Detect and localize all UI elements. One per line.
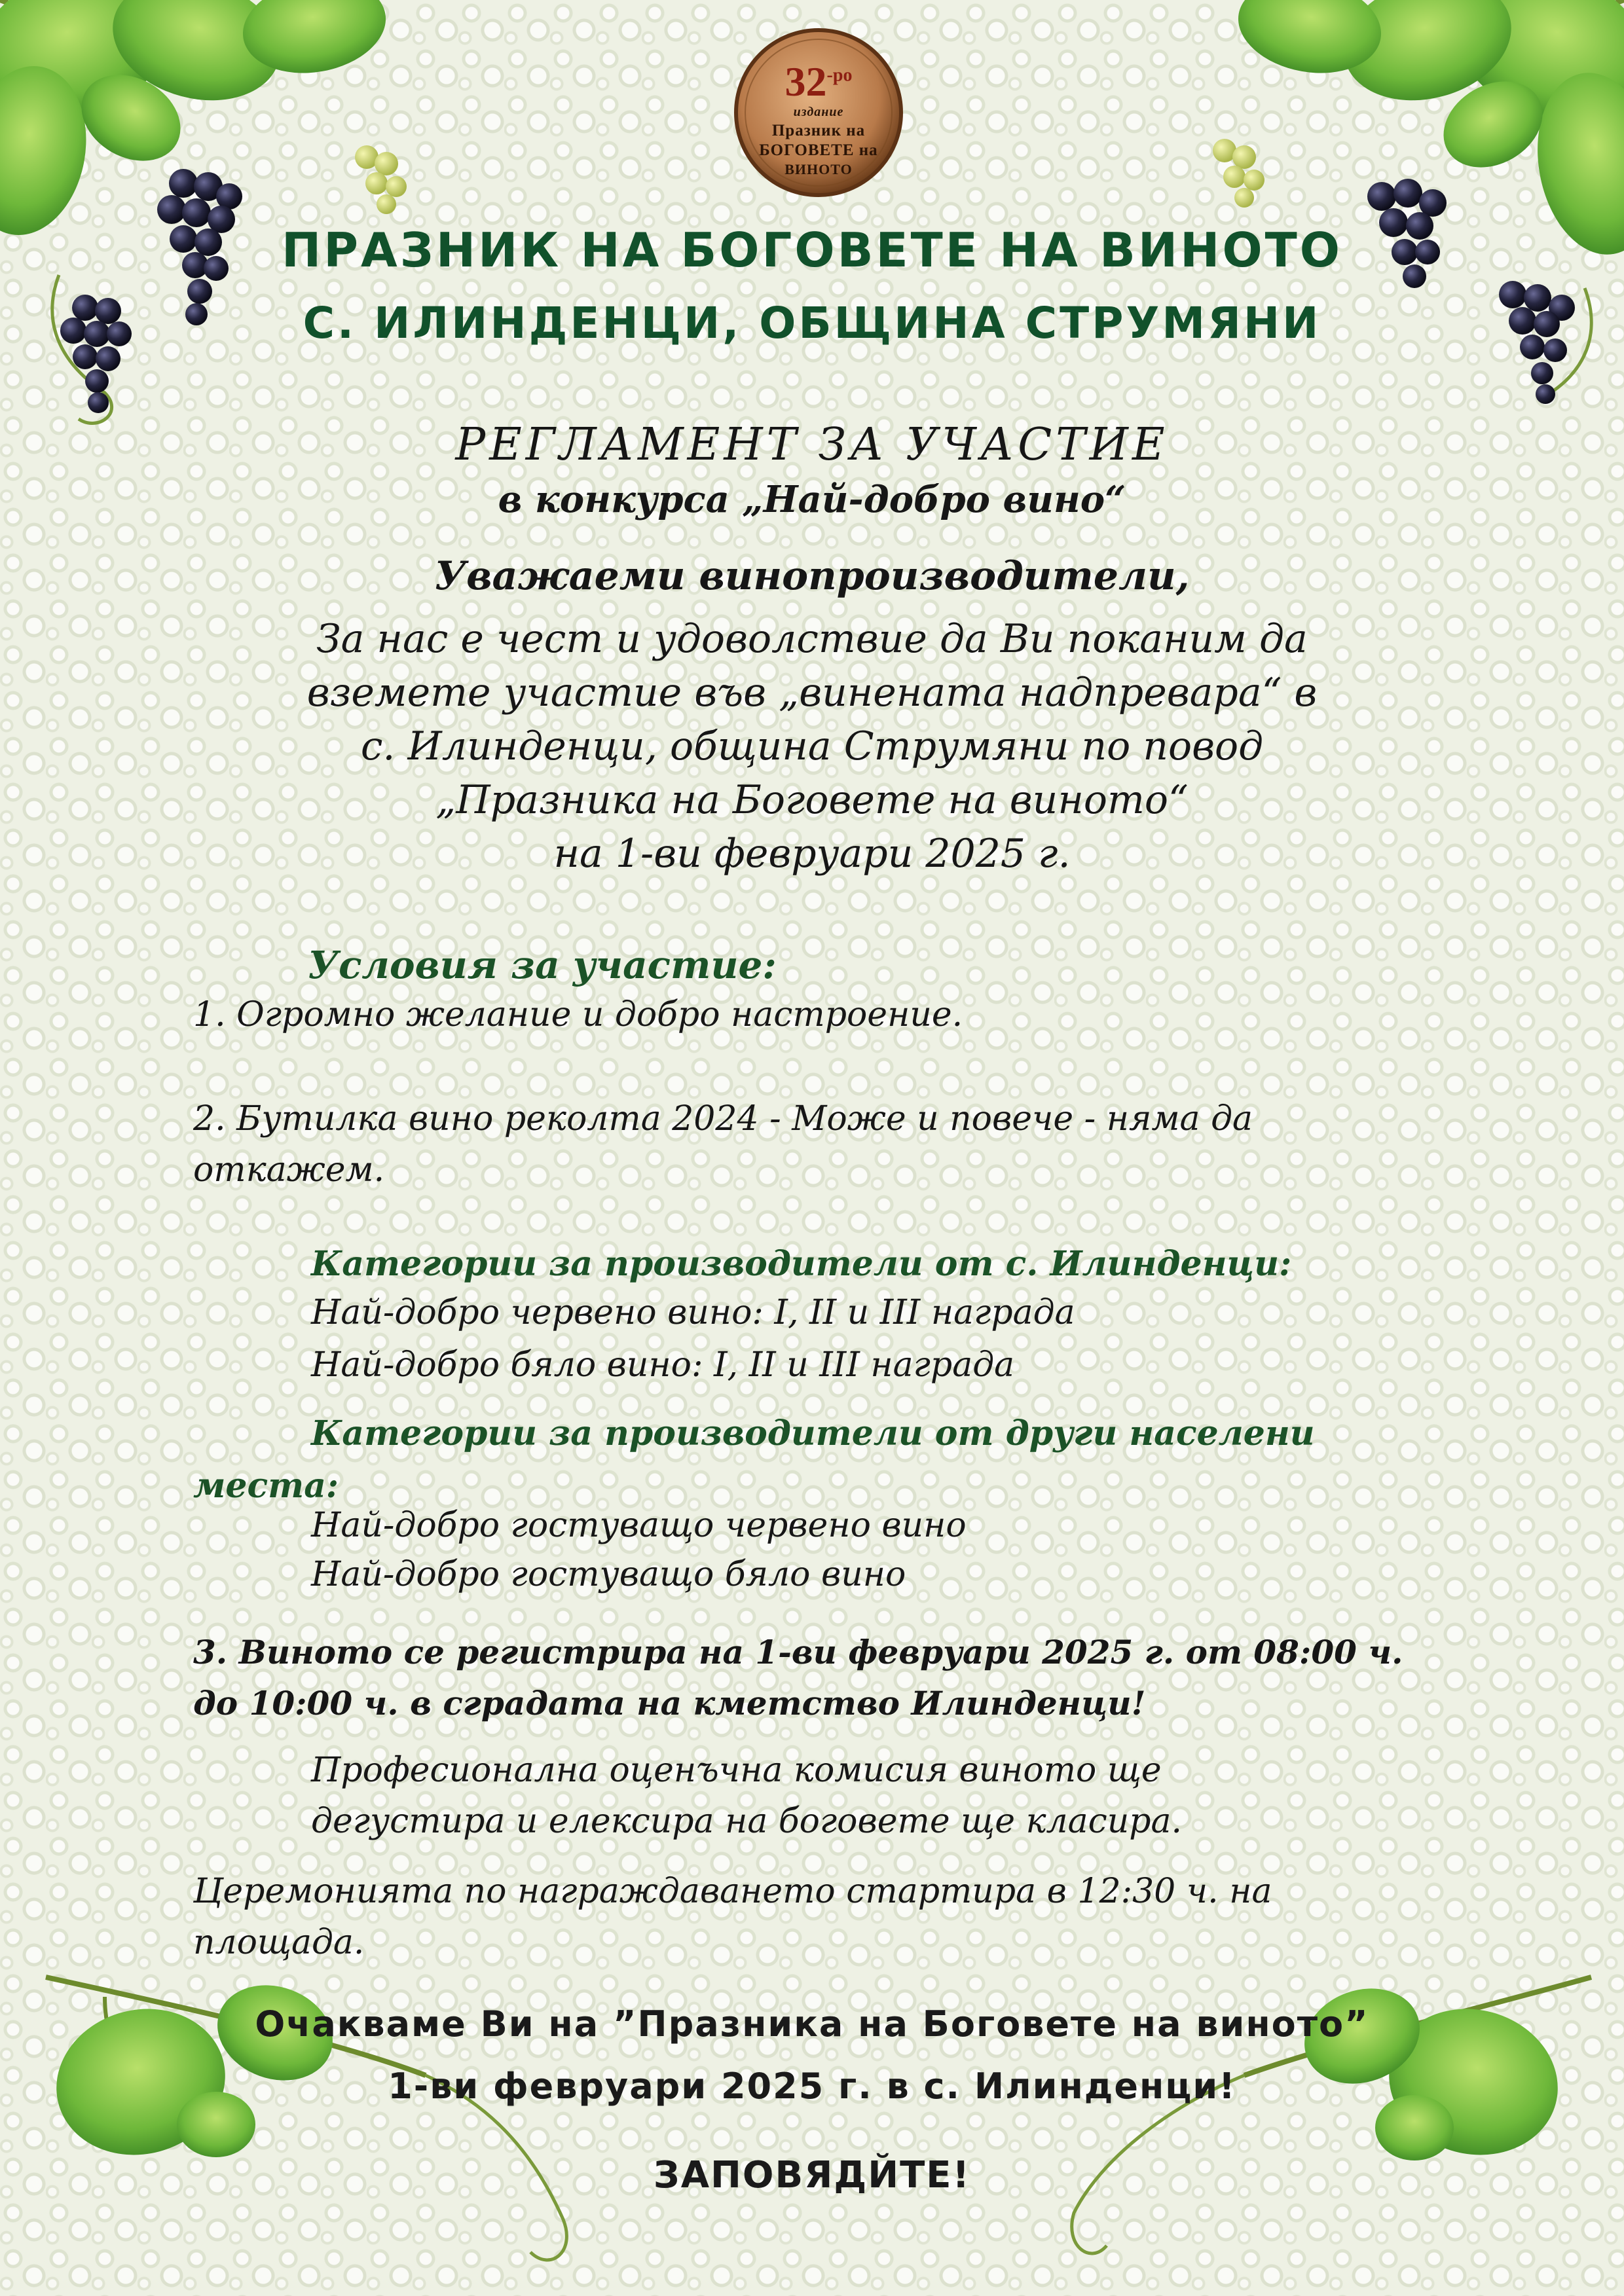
badge-line-2: Празник на (771, 122, 866, 139)
jury-line-2: дегустира и елексира на боговете ще класира. (311, 1802, 1183, 1841)
regulation-subheading: в конкурса „Най-добро вино“ (498, 478, 1126, 521)
footer-welcome: ЗАПОВЯДЙТЕ! (653, 2154, 971, 2196)
condition-item-2-line-1: 2. Бутилка вино реколта 2024 - Може и повече - няма да (193, 1099, 1253, 1139)
badge-line-4: ВИНОТО (784, 161, 853, 177)
ceremony-line-2: площада. (193, 1923, 365, 1962)
intro-line-3: с. Илинденци, община Струмяни по повод (360, 723, 1264, 769)
intro-line-4: „Празника на Боговете на виното“ (435, 777, 1189, 823)
intro-text (0, 612, 1624, 881)
conditions-heading: Условия за участие: (308, 943, 777, 987)
regulation-heading: РЕГЛАМЕНТ ЗА УЧАСТИЕ (455, 419, 1169, 471)
other-categories-heading (193, 1408, 1315, 1512)
footer-date: 1-ви февруари 2025 г. в с. Илинденци! (388, 2066, 1236, 2107)
ceremony-line-1: Церемонията по награждаването стартира в 12:30 ч. на (193, 1872, 1272, 1911)
condition-item-2-line-2: откажем. (193, 1150, 385, 1190)
badge-number: $32^{-ро}$ (784, 58, 853, 105)
condition-item-2 (193, 1093, 1253, 1195)
greeting: Уважаеми винопроизводители, (434, 553, 1190, 599)
footer-invitation: Очакваме Ви на ”Празника на Боговете на виното” (255, 2003, 1369, 2045)
intro-line-2: вземете участие във „винената надпревара“ в (306, 670, 1318, 716)
ceremony-notice (193, 1866, 1272, 1968)
edition-badge-label (737, 34, 900, 198)
local-category-white: Най-добро бяло вино: I, II и III награда (311, 1345, 1015, 1385)
badge-line-3: БОГОВЕТЕ на (759, 141, 878, 159)
registration-notice (193, 1627, 1403, 1729)
badge-line-1: издание (793, 105, 844, 119)
other-category-red: Най-добро гостуващо червено вино (311, 1506, 967, 1545)
condition-item-1: 1. Огромно желание и добро настроение. (193, 995, 963, 1034)
registration-line-1: 3. Виното се регистрира на 1-ви февруари 2025 г. от 08:00 ч. (193, 1633, 1403, 1671)
intro-line-5: на 1-ви февруари 2025 г. (553, 831, 1071, 877)
jury-line-1: Професионална оценъчна комисия виното ще (311, 1751, 1162, 1790)
other-categories-heading-line-1: Категории за производители от други населени (311, 1413, 1315, 1453)
page-subtitle: С. ИЛИНДЕНЦИ, ОБЩИНА СТРУМЯНИ (303, 298, 1321, 348)
other-category-white: Най-добро гостуващо бяло вино (311, 1555, 906, 1594)
local-categories-heading: Категории за производители от с. Илинденци: (311, 1244, 1292, 1284)
registration-line-2: до 10:00 ч. в сградата на кметство Илинденци! (193, 1684, 1146, 1722)
intro-line-1: За нас е чест и удоволствие да Ви поканим да (316, 616, 1308, 662)
jury-notice (311, 1745, 1182, 1847)
other-categories-heading-line-2: места: (193, 1466, 339, 1506)
badge-suffix: -ро (826, 65, 853, 86)
page-title: ПРАЗНИК НА БОГОВЕТЕ НА ВИНОТО (282, 223, 1342, 278)
local-category-red: Най-добро червено вино: I, II и III награда (311, 1293, 1075, 1332)
